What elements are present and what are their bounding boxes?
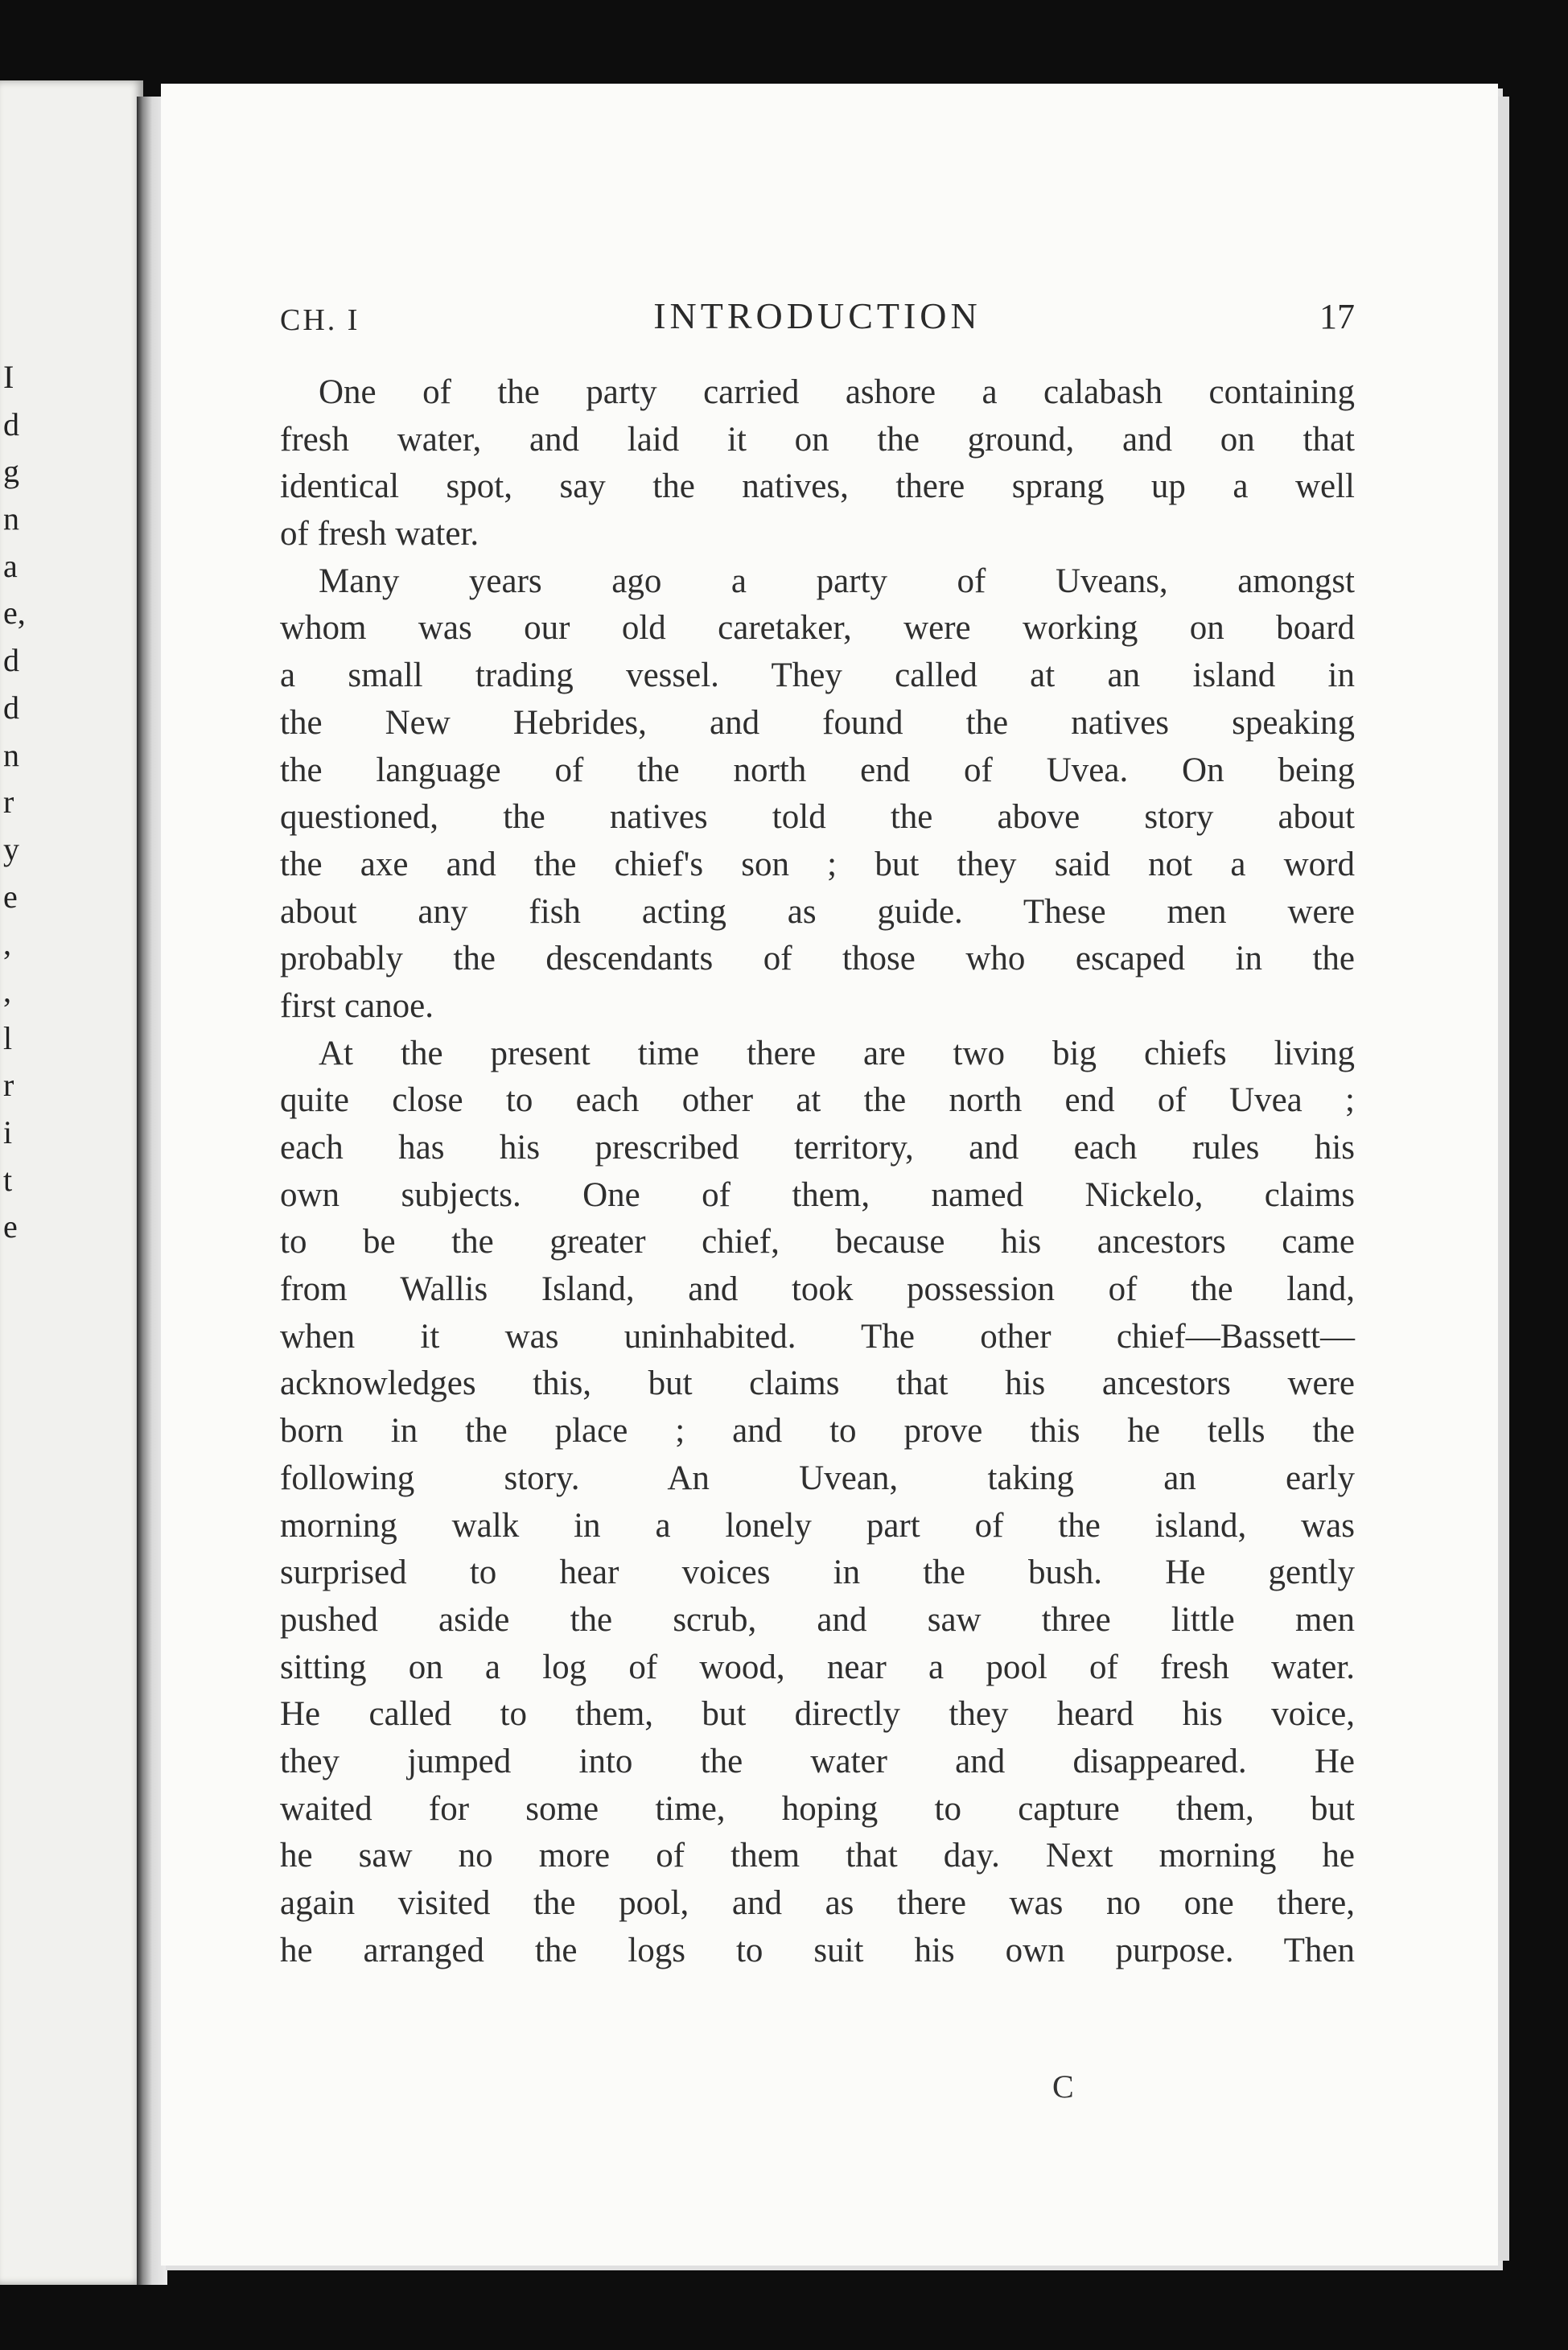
left-page-edge-letter: g <box>3 453 19 490</box>
text-line: own subjects. One of them, named Nickelo, claims <box>280 1175 1355 1214</box>
left-page-edge-letter: e, <box>3 595 26 632</box>
text-line: fresh water, and laid it on the ground, and on that <box>280 420 1355 459</box>
left-page-edge-letter: y <box>3 830 19 867</box>
left-page-edge-letter: d <box>3 405 19 442</box>
left-page-edge-letter: , <box>3 925 11 962</box>
text-line: waited for some time, hoping to capture them, but <box>280 1789 1355 1828</box>
signature-mark: C <box>1052 2068 1074 2105</box>
text-line: a small trading vessel. They called at an island in <box>280 656 1355 695</box>
left-page-edge-text <box>3 354 35 1251</box>
left-page-edge-letter: d <box>3 642 19 679</box>
page-number: 17 <box>1319 297 1355 336</box>
page-edge <box>1498 97 1509 2261</box>
text-line: surprised to hear voices in the bush. He gently <box>280 1554 1355 1592</box>
left-page-edge-letter: i <box>3 1114 13 1150</box>
text-line: One of the party carried ashore a calabash containing <box>319 373 1355 411</box>
text-line: sitting on a log of wood, near a pool of fresh water. <box>280 1648 1355 1686</box>
text-line: the axe and the chief's son ; but they said not a word <box>280 845 1355 883</box>
left-page-edge-letter: I <box>3 359 14 395</box>
body-text <box>280 369 1355 1974</box>
text-line: acknowledges this, but claims that his ancestors were <box>280 1364 1355 1403</box>
text-line: At the present time there are two big chiefs living <box>319 1034 1355 1072</box>
text-line: pushed aside the scrub, and saw three little men <box>280 1600 1355 1639</box>
left-page-edge-letter: , <box>3 972 11 1009</box>
text-line: whom was our old caretaker, were working on board <box>280 609 1355 648</box>
left-facing-page <box>0 80 143 2285</box>
book-page <box>161 84 1498 2266</box>
text-line: from Wallis Island, and took possession of the land, <box>280 1270 1355 1309</box>
left-page-edge-letter: l <box>3 1019 13 1056</box>
text-line: again visited the pool, and as there was no one there, <box>280 1884 1355 1922</box>
left-page-edge-letter: n <box>3 736 19 773</box>
text-line: probably the descendants of those who escaped in the <box>280 940 1355 978</box>
text-line: morning walk in a lonely part of the island, was <box>280 1506 1355 1545</box>
text-line: the New Hebrides, and found the natives speaking <box>280 703 1355 742</box>
text-line: questioned, the natives told the above story about <box>280 798 1355 837</box>
text-line: they jumped into the water and disappeared. He <box>280 1742 1355 1780</box>
chapter-label: CH. I <box>280 303 360 337</box>
text-line: born in the place ; and to prove this he tells the <box>280 1412 1355 1451</box>
text-line: quite close to each other at the north end of Uvea ; <box>280 1081 1355 1120</box>
text-line: he saw no more of them that day. Next morning he <box>280 1837 1355 1875</box>
left-page-edge-letter: e <box>3 878 18 915</box>
text-line: He called to them, but directly they heard his voice, <box>280 1695 1355 1734</box>
text-line: first canoe. <box>280 986 434 1025</box>
page-header <box>280 294 1355 343</box>
text-line: following story. An Uvean, taking an early <box>280 1459 1355 1497</box>
text-line: he arranged the logs to suit his own purpose. Then <box>280 1931 1355 1969</box>
text-line: of fresh water. <box>280 515 479 554</box>
left-page-edge-letter: d <box>3 689 19 726</box>
left-page-edge-letter: r <box>3 784 14 821</box>
left-page-edge-letter: t <box>3 1161 13 1198</box>
text-line: Many years ago a party of Uveans, amongst <box>319 562 1355 600</box>
left-page-edge-letter: r <box>3 1067 14 1104</box>
text-line: the language of the north end of Uvea. On being <box>280 751 1355 789</box>
left-page-edge-letter: n <box>3 500 19 537</box>
text-line: when it was uninhabited. The other chief—Bassett— <box>280 1317 1355 1356</box>
text-line: identical spot, say the natives, there sprang up a well <box>280 467 1355 506</box>
running-title: INTRODUCTION <box>653 295 982 336</box>
left-page-edge-letter: a <box>3 547 18 584</box>
text-line: each has his prescribed territory, and each rules his <box>280 1129 1355 1167</box>
left-page-edge-letter: e <box>3 1208 18 1245</box>
text-line: about any fish acting as guide. These men were <box>280 892 1355 931</box>
text-line: to be the greater chief, because his ancestors came <box>280 1223 1355 1261</box>
